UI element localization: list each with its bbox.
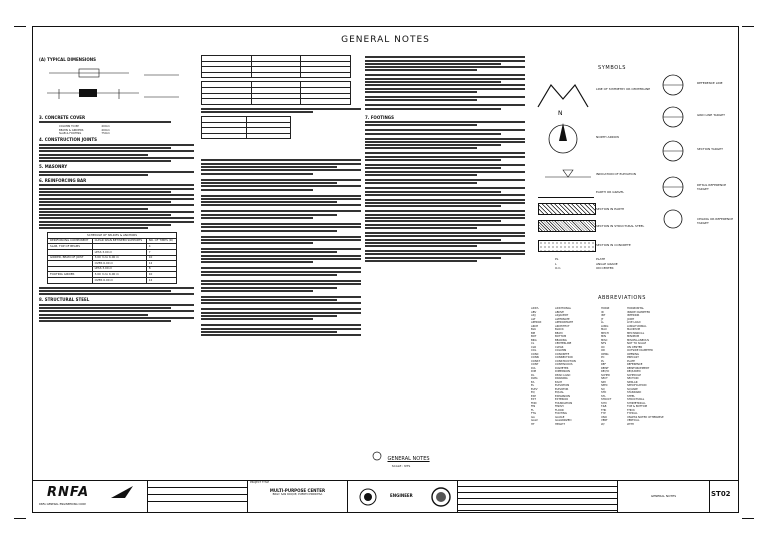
abbreviation-entry: LONG	[601, 324, 609, 328]
cover-value: 75mm	[101, 132, 110, 136]
typical-dimension-diagram	[39, 63, 189, 111]
abbreviation-entry: ARCH	[531, 324, 539, 328]
abbreviation-entry: BEARING	[555, 338, 567, 342]
abbreviation-entry: HEIGHT	[555, 422, 565, 426]
abbreviation-entry: FINISH	[555, 405, 564, 408]
abbreviation-entry: SYMMETRICAL	[627, 401, 646, 405]
abbreviation-entry: CENTERLINE	[555, 342, 572, 345]
abbreviation-entry: BEAM	[555, 331, 563, 335]
table-title: SCHEDULE OF SPLICES & ANCHORS	[48, 233, 177, 239]
crop-mark	[14, 14, 26, 27]
drawing-sheet	[32, 26, 739, 513]
table-header: CLEAR SPAN BETWEEN SUPPORTS	[92, 238, 146, 244]
abbreviation-entry: BLK	[531, 328, 536, 331]
abbreviation-entry: TYP	[601, 412, 606, 415]
symbol-label: INDICATION OF ELEVATION	[596, 172, 637, 176]
bar-size-table	[201, 116, 291, 139]
abbreviation-entry: OPENING	[627, 352, 639, 356]
abbreviation-entry: ARCHITECT	[555, 324, 570, 328]
abbreviation-entry: CL	[531, 342, 535, 345]
abbreviation-entry: UNLESS NOTED OTHERWISE	[627, 415, 664, 419]
abbreviation-entry: EQUAL	[555, 391, 564, 394]
abbreviation-column	[555, 307, 576, 426]
table-row: FOOTING GIRDER 3.00 m to 6.00 m 10	[48, 272, 177, 278]
symbol-label: SECTION IN EARTH	[596, 207, 625, 211]
abbreviation-entry: DL	[531, 373, 535, 377]
abbreviation-entry: NOT TO SCALE	[627, 342, 647, 345]
abbreviation-entry: TOP & BOTTOM	[627, 405, 648, 408]
abbreviation-entry: DEAD LOAD	[555, 373, 571, 377]
abbreviation-entry: THICK	[627, 408, 635, 412]
abbreviation-entry: LL	[601, 321, 604, 324]
abbreviation-entry: FDN	[531, 401, 537, 405]
revision-cell	[458, 481, 618, 512]
project-cell: PROJECT TITLE MULTI-PURPOSE CENTER BRGY. SAN ROQUE, PUERTO PRINCESA	[248, 481, 348, 512]
strength-table	[201, 81, 351, 104]
abbreviation-entry: DIAMETER	[555, 366, 569, 370]
abbreviation-entry: UNO	[601, 415, 607, 419]
abbreviation-entry: CONST	[531, 359, 541, 363]
abbreviation-entry: MAXIMUM	[627, 328, 640, 331]
elevation-marker-icon	[543, 167, 593, 181]
abbreviation-entry: BM	[531, 331, 536, 335]
abbreviation-entry: STL	[601, 394, 606, 398]
abbreviation-entry: SQ	[601, 387, 605, 391]
abbreviation-entry: BRG	[531, 338, 537, 342]
abbreviation-entry: NTS	[601, 342, 607, 345]
typical-dim-heading: (A) TYPICAL DIMENSIONS	[39, 57, 97, 62]
abbreviation-entry: ON CENTER	[627, 345, 643, 349]
abbreviation-entry: COLUMN	[555, 349, 567, 352]
emblem-icon	[430, 486, 452, 508]
load-table	[201, 55, 351, 78]
abbreviation-entry: STRUCTURAL	[627, 398, 645, 401]
abbreviation-entry: GAUGE	[555, 415, 565, 419]
abbreviation-entry: VERT	[601, 419, 608, 422]
abbreviation-entry: ELEV	[531, 387, 538, 391]
abbreviation-entry: INTERIOR	[627, 314, 640, 317]
abbreviation-entry: CONSTRUCTION	[555, 359, 576, 363]
abbreviation-entry: EXT	[531, 398, 536, 401]
earth-legend-icon	[538, 187, 594, 198]
abbreviation-entry: JT	[601, 317, 604, 321]
abbreviation-entry: EXTERIOR	[555, 398, 569, 401]
abbreviation-entry: EACH	[555, 380, 563, 384]
detail-caption: GENERAL NOTES SCALE : NTS	[331, 445, 471, 468]
symbol-label: NORTH ARROW	[596, 135, 620, 139]
abbreviation-entry: SECTION	[627, 377, 639, 380]
abbreviation-entry: FIN	[531, 405, 536, 408]
notes-column-2	[201, 55, 361, 338]
abbreviation-entry: ALT	[531, 317, 536, 321]
symbol-label: SECTION IN STRUCTURAL STEEL	[596, 224, 645, 228]
abbreviation-entry: DWG	[531, 377, 538, 380]
abbreviation-entry: SCHED	[601, 373, 611, 377]
abbreviation-entry: SPECIFICATION	[627, 384, 647, 387]
cover-item: COLUMN TO BE	[59, 125, 79, 129]
abbreviation-entry: EL	[531, 384, 535, 387]
reinforcing-heading: 6. REINFORCING BAR	[39, 178, 87, 184]
sheet-number-cell	[710, 481, 740, 512]
abbreviation-entry: HT	[531, 422, 535, 426]
abbreviation-entry: GALV	[531, 419, 538, 422]
table-row: LESS 3.00 m 8	[48, 266, 177, 272]
abbreviation-entry: ELEVATION	[555, 384, 570, 387]
symbol-label: SECTION TARGET	[697, 147, 723, 151]
table-row: OVER 6.00 m 12	[48, 261, 177, 267]
abbreviation-entry: BLOCK	[555, 328, 564, 331]
cover-item: BEAMS & GIRDERS	[59, 128, 84, 132]
abbreviation-column	[627, 307, 664, 426]
abbreviation-entry: REINF	[601, 366, 609, 370]
abbreviation-entry: T&B	[601, 405, 607, 408]
abbreviation-entry: CONT	[531, 363, 539, 366]
abbreviation-entry: SYM	[601, 401, 607, 405]
abbreviation-entry: MISCELLANEOUS	[627, 338, 649, 342]
abbreviation-entry: DIMENSION	[555, 370, 570, 373]
abbreviation-entry: INT	[601, 314, 606, 317]
legend-meanings: PLATE ANGLE GRADE ON CENTER	[596, 257, 618, 271]
table-row: OVER 6.00 m 12	[48, 278, 177, 284]
abbreviation-entry: CONCRETE	[555, 352, 570, 356]
abbreviation-entry: OD	[601, 349, 606, 352]
abbreviation-entry: SIM	[601, 380, 606, 384]
abbreviation-entry: APPROX	[531, 321, 542, 324]
abbreviation-entry: FOOTING	[555, 412, 567, 415]
abbreviation-entry: LONGITUDINAL	[627, 324, 647, 328]
symbol-label: GRID LINE TARGET	[697, 113, 725, 117]
project-location: BRGY. SAN ROQUE, PUERTO PRINCESA	[272, 493, 323, 496]
firm-cell: RNFA RNFA GENERAL ENGINEERING CORP.	[33, 481, 148, 512]
abbreviation-entry: PLATE	[627, 359, 635, 363]
abbreviation-entry: MECHANICAL	[627, 331, 645, 335]
abbreviation-entry: SECT	[601, 377, 608, 380]
abbreviation-entry: MAX	[601, 328, 607, 331]
abbreviation-entry: DIM	[531, 370, 537, 373]
owner-cell	[148, 481, 248, 512]
abbreviation-entry: ADJACENT	[555, 314, 569, 317]
abbreviation-entry: APPROXIMATE	[555, 321, 574, 324]
earth-section-icon	[538, 203, 596, 215]
abbreviation-column	[531, 307, 541, 426]
abbreviation-entry: SQUARE	[627, 387, 638, 391]
abbreviation-entry: COL	[531, 349, 537, 352]
abbreviation-entry: LIVE LOAD	[627, 321, 641, 324]
symbol-label: EARTH OR GRAVEL	[596, 190, 625, 194]
symbol-label: CEILING OR REFERENCE TARGET	[697, 217, 734, 225]
steel-section-icon	[538, 220, 596, 232]
abbreviation-entry: EA	[531, 380, 535, 384]
abbreviation-entry: OC	[601, 345, 605, 349]
footings-heading: 7. FOOTINGS	[365, 114, 394, 120]
abbreviations-title: ABBREVIATIONS	[598, 295, 647, 301]
symbols-title: SYMBOLS	[598, 65, 626, 71]
seal-icon	[358, 487, 378, 507]
cover-value: 40mm	[101, 125, 110, 129]
abbreviation-entry: STD	[601, 391, 607, 394]
reference-targets-icon	[653, 71, 693, 231]
north-arrow-icon	[545, 119, 581, 159]
table-row: SLAB, TOP OF BEAMS 4	[48, 244, 177, 250]
abbreviation-entry: REINFORCEMENT	[627, 366, 650, 370]
abbreviation-entry: WITH	[627, 422, 634, 426]
abbreviation-entry: FL	[531, 408, 534, 412]
abbreviation-entry: CONC	[531, 352, 539, 356]
abbreviation-entry: TYPICAL	[627, 412, 638, 415]
abbreviation-entry: CLEAR	[555, 345, 564, 349]
abbreviation-entry: W/	[601, 422, 605, 426]
abbreviation-entry: ABV	[531, 310, 537, 314]
abbreviation-entry: MIN	[601, 335, 606, 338]
abbreviation-entry: STANDARD	[627, 391, 642, 394]
sheet-title: GENERAL NOTES	[341, 35, 430, 45]
abbreviation-entry: OUTSIDE DIAMETER	[627, 349, 653, 352]
table-header: NO. OF TIMES (D)	[146, 238, 176, 244]
project-name: MULTI-PURPOSE CENTER	[269, 488, 326, 493]
splice-schedule-table	[47, 232, 177, 283]
concrete-section-icon	[538, 240, 596, 252]
abbreviation-entry: MISC	[601, 338, 608, 342]
abbreviation-entry: SPEC	[601, 384, 608, 387]
abbreviation-entry: DRAWING	[555, 377, 568, 380]
abbreviation-entry: ADJ	[531, 314, 536, 317]
north-label: N	[558, 110, 563, 117]
abbreviation-entry: EXP	[531, 394, 536, 398]
abbreviation-entry: CONTINUOUS	[555, 363, 573, 366]
abbreviation-entry: ID	[601, 310, 604, 314]
abbreviation-entry: HORIZ	[601, 307, 610, 310]
abbreviation-entry: SIMILAR	[627, 380, 638, 384]
table-header: REINFORCING COMPONENT	[48, 238, 93, 244]
abbreviation-entry: MECH	[601, 331, 609, 335]
abbreviation-entry: PC	[601, 356, 605, 359]
abbreviation-entry: HORIZONTAL	[627, 307, 644, 310]
concrete-cover-heading: 3. CONCRETE COVER	[39, 114, 86, 120]
abbreviation-entry: OPNG	[601, 352, 609, 356]
firm-logo-icon	[111, 484, 133, 500]
abbreviation-entry: BOTTOM	[555, 335, 567, 338]
masonry-heading: 5. MASONRY	[39, 164, 68, 170]
symbol-label: LINE OF SYMMETRY OR CENTERLINE	[596, 87, 651, 91]
abbreviation-entry: THK	[601, 408, 607, 412]
abbreviation-entry: FTG	[531, 412, 537, 415]
symbol-label: SECTION IN CONCRETE	[596, 243, 631, 247]
detail-target-icon	[372, 451, 382, 461]
abbreviation-entry: ELEVATOR	[555, 387, 569, 391]
abbreviation-entry: PRECAST	[627, 356, 639, 359]
abbreviation-entry: DIA	[531, 366, 536, 370]
cover-value: 40mm	[101, 128, 110, 132]
symbol-label: REFERENCE LINE	[697, 81, 723, 85]
abbreviation-entry: EQ	[531, 391, 535, 394]
abbreviation-entry: REQ'D	[601, 370, 610, 373]
abbreviation-entry: INSIDE DIAMETER	[627, 310, 651, 314]
sheet-number: ST02	[711, 490, 731, 498]
abbreviation-entry: VERTICAL	[627, 419, 640, 422]
firm-logo: RNFA	[47, 485, 90, 500]
abbreviation-entry: PL	[601, 359, 605, 363]
table-row: LESS 3.00 m 7	[48, 250, 177, 256]
structural-steel-heading: 8. STRUCTURAL STEEL	[39, 297, 90, 303]
notes-column-3	[365, 55, 525, 263]
abbreviation-entry: REFERENCE	[627, 363, 643, 366]
abbreviation-entry: STRUCT	[601, 398, 612, 401]
abbreviation-entry: GA	[531, 415, 535, 419]
abbreviation-entry: CLR	[531, 345, 537, 349]
abbreviation-entry: REQUIRED	[627, 370, 641, 373]
abbreviation-entry: CONNECTION	[555, 356, 573, 359]
crop-mark	[742, 14, 754, 27]
symbol-label: DETAIL REFERENCE TARGET	[697, 183, 727, 191]
abbreviation-entry: CONN	[531, 356, 539, 359]
notes-column-1	[39, 55, 194, 323]
abbreviation-entry: BOT	[531, 335, 537, 338]
abbreviation-entry: EXPANSION	[555, 394, 570, 398]
seal-cell: ENGINEER	[348, 481, 458, 512]
title-block	[33, 480, 738, 512]
table-row: GIRDER, BEAM OF JOIST 3.00 m to 6.00 m 10	[48, 255, 177, 261]
crop-mark	[14, 518, 26, 531]
abbreviation-entry: GALVANIZED	[555, 419, 572, 422]
abbreviation-entry: FOUNDATION	[555, 401, 573, 405]
abbreviation-entry: MINIMUM	[627, 335, 640, 338]
centerline-symbol-icon	[533, 77, 593, 117]
abbreviation-entry: STEEL	[627, 394, 635, 398]
cover-item: SLAB & FOOTING	[59, 132, 82, 136]
construction-joints-heading: 4. CONSTRUCTION JOINTS	[39, 137, 97, 143]
abbreviation-entry: REF	[601, 363, 606, 366]
abbreviation-entry: ABOVE	[555, 310, 564, 314]
abbreviation-entry: JOINT	[627, 317, 635, 321]
abbreviation-entry: ALTERNATE	[555, 317, 570, 321]
sheet-contents-cell: GENERAL NOTES	[618, 481, 710, 512]
abbreviation-entry: FLOOR	[555, 408, 564, 412]
abbreviation-entry: SCHEDULE	[627, 373, 642, 377]
crop-mark	[742, 518, 754, 531]
abbreviation-column	[601, 307, 611, 426]
legend-codes: PL L O.C.	[555, 257, 562, 271]
abbreviation-entry: ADDITIONAL	[555, 307, 572, 310]
abbreviation-entry: ADD'L	[531, 307, 539, 310]
